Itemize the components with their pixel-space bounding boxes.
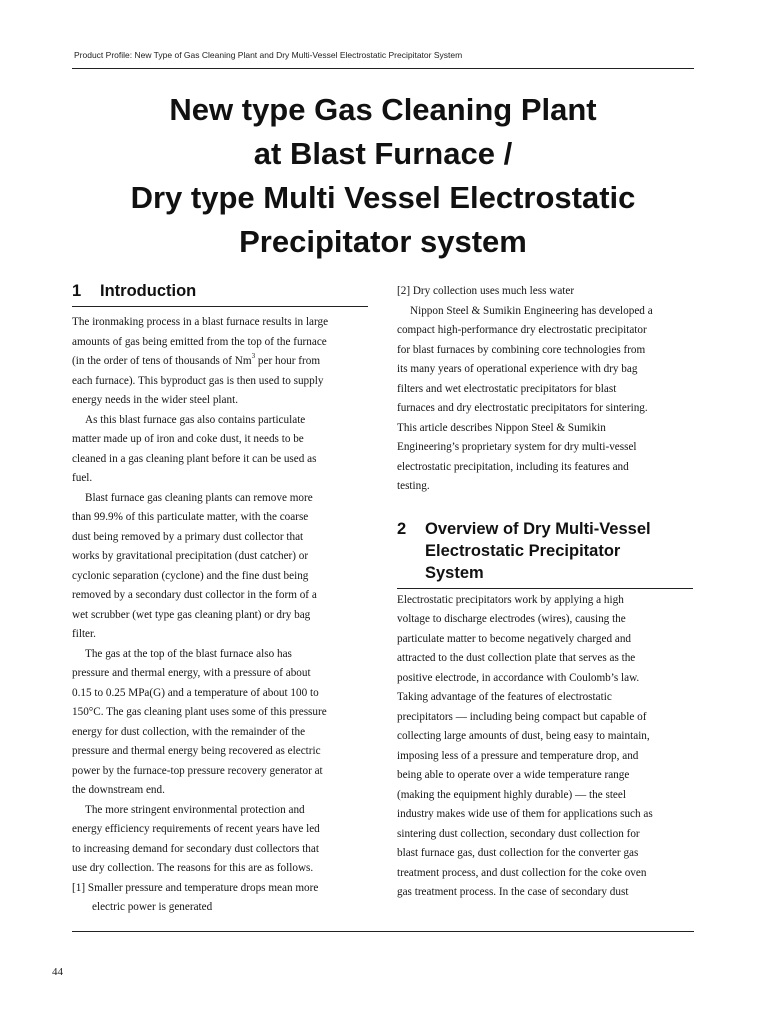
text-line: 150°C. The gas cleaning plant uses some of this pressure [72, 706, 327, 718]
text-line: imposing less of a pressure and temperature drop, and [397, 749, 639, 762]
text-line: the downstream end. [72, 784, 165, 796]
text-line: fuel. [72, 472, 93, 484]
text-line: pressure and thermal energy, with a pressure of about [72, 667, 311, 679]
title-line: Dry type Multi Vessel Electrostatic [130, 180, 636, 215]
text-line: [1] Smaller pressure and temperature drops mean more [72, 881, 319, 894]
list-item [72, 879, 368, 918]
text-line: voltage to discharge electrodes (wires), causing the [397, 613, 626, 625]
text-line: 0.15 to 0.25 MPa(G) and a temperature of about 100 to [72, 686, 319, 699]
footer-rule [72, 931, 694, 932]
section-heading-introduction [72, 280, 368, 307]
text-line: Blast furnace gas cleaning plants can remove more [85, 491, 313, 504]
text-line: furnaces and dry electrostatic precipitators for sintering. [397, 402, 648, 414]
text-line: Taking advantage of the features of electrostatic [397, 691, 612, 703]
text-line: its many years of operational experience with dry bag [397, 363, 638, 375]
section-heading-overview [397, 518, 693, 589]
paragraph [397, 591, 693, 903]
text-line: use dry collection. The reasons for this are as follows. [72, 862, 314, 874]
text-line: particulate matter to become negatively charged and [397, 632, 632, 645]
text-line: to increasing demand for secondary dust collectors that [72, 842, 319, 855]
text-line: This article describes Nippon Steel & Sumikin [397, 421, 606, 434]
text-line: amounts of gas being emitted from the top of the furnace [72, 335, 327, 348]
paragraph [72, 801, 368, 879]
text-line: dust being removed by a primary dust collector that [72, 530, 304, 543]
text-line: The gas at the top of the blast furnace also has [85, 647, 292, 660]
text-line: for blast furnaces by combining core technologies from [397, 343, 646, 356]
running-header: Product Profile: New Type of Gas Cleaning Plant and Dry Multi-Vessel Electrostatic Precipitator System [74, 50, 463, 60]
text-line: As this blast furnace gas also contains particulate [85, 413, 306, 426]
text-line: removed by a secondary dust collector in the form of a [72, 589, 317, 601]
paragraph [72, 489, 368, 645]
text-line: sintering dust collection, secondary dust collection for [397, 827, 640, 840]
text-line: being able to operate over a wide temperature range [397, 769, 630, 781]
header-rule [72, 68, 694, 69]
right-column [397, 282, 693, 903]
text-line: filter. [72, 628, 96, 640]
text-line: matter made up of iron and coke dust, it needs to be [72, 433, 304, 445]
text-line: attracted to the dust collection plate that serves as the [397, 652, 636, 664]
page-title [72, 88, 694, 264]
text-line: (in the order of tens of thousands of Nm$^3$ per hour from [72, 352, 321, 367]
text-line: [2] Dry collection uses much less water [397, 285, 575, 297]
text-line: filters and wet electrostatic precipitators for blast [397, 382, 617, 395]
text-line: Engineering’s proprietary system for dry multi-vessel [397, 441, 637, 453]
text-line: energy needs in the wider steel plant. [72, 394, 238, 406]
text-line: precipitators — including being compact but capable of [397, 710, 647, 723]
text-line: collecting large amounts of dust, being easy to maintain, [397, 730, 650, 742]
text-line: cyclonic separation (cyclone) and the fine dust being [72, 569, 309, 582]
superscript: 3 [251, 352, 256, 361]
page-number: 44 [52, 966, 63, 978]
paragraph [72, 645, 368, 801]
title-line: at Blast Furnace / [253, 136, 513, 171]
text-line: positive electrode, in accordance with Coulomb’s law. [397, 671, 640, 684]
text-line: pressure and thermal energy being recovered as electric [72, 745, 321, 757]
text-line: than 99.9% of this particulate matter, with the coarse [72, 511, 309, 523]
title-line: Precipitator system [239, 224, 527, 259]
text-line: compact high-performance dry electrostatic precipitator [397, 324, 647, 336]
text-line: (making the equipment highly durable) — the steel [397, 788, 626, 801]
text-line: blast furnace gas, dust collection for the converter gas [397, 847, 639, 859]
text-line: treatment process, and dust collection for the coke oven [397, 866, 647, 879]
paragraph [72, 411, 368, 489]
text-line: wet scrubber (wet type gas cleaning plant) or dry bag [72, 608, 311, 621]
text-line: electric power is generated [92, 901, 213, 913]
text-line: gas treatment process. In the case of secondary dust [397, 886, 629, 898]
text-line: industry makes wide use of them for applications such as [397, 808, 653, 820]
text-line: each furnace). This byproduct gas is then used to supply [72, 374, 324, 387]
list-item [397, 282, 693, 302]
section-title: Introduction [100, 282, 197, 300]
text-line: Electrostatic precipitators work by applying a high [397, 593, 624, 606]
text-line: electrostatic precipitation, including its features and [397, 460, 629, 473]
text-line: The more stringent environmental protection and [85, 803, 305, 816]
section-number: 2 [397, 519, 407, 538]
text-line: power by the furnace-top pressure recovery generator at [72, 764, 323, 777]
text-line: Nippon Steel & Sumikin Engineering has developed a [410, 304, 653, 317]
section-number: 1 [72, 282, 82, 300]
left-column [72, 280, 368, 918]
text-line: The ironmaking process in a blast furnace results in large [72, 316, 329, 328]
title-line: New type Gas Cleaning Plant [169, 92, 597, 127]
text-line: energy efficiency requirements of recent years have led [72, 823, 320, 835]
text-line: testing. [397, 480, 430, 492]
text-line: works by gravitational precipitation (dust catcher) or [72, 550, 309, 562]
text-line: energy for dust collection, with the remainder of the [72, 725, 306, 738]
section-title: Overview of Dry Multi-Vessel Electrostatic Precipitator System [425, 519, 651, 582]
paragraph [397, 302, 693, 497]
text-line: cleaned in a gas cleaning plant before it can be used as [72, 452, 317, 465]
paragraph [72, 313, 368, 411]
